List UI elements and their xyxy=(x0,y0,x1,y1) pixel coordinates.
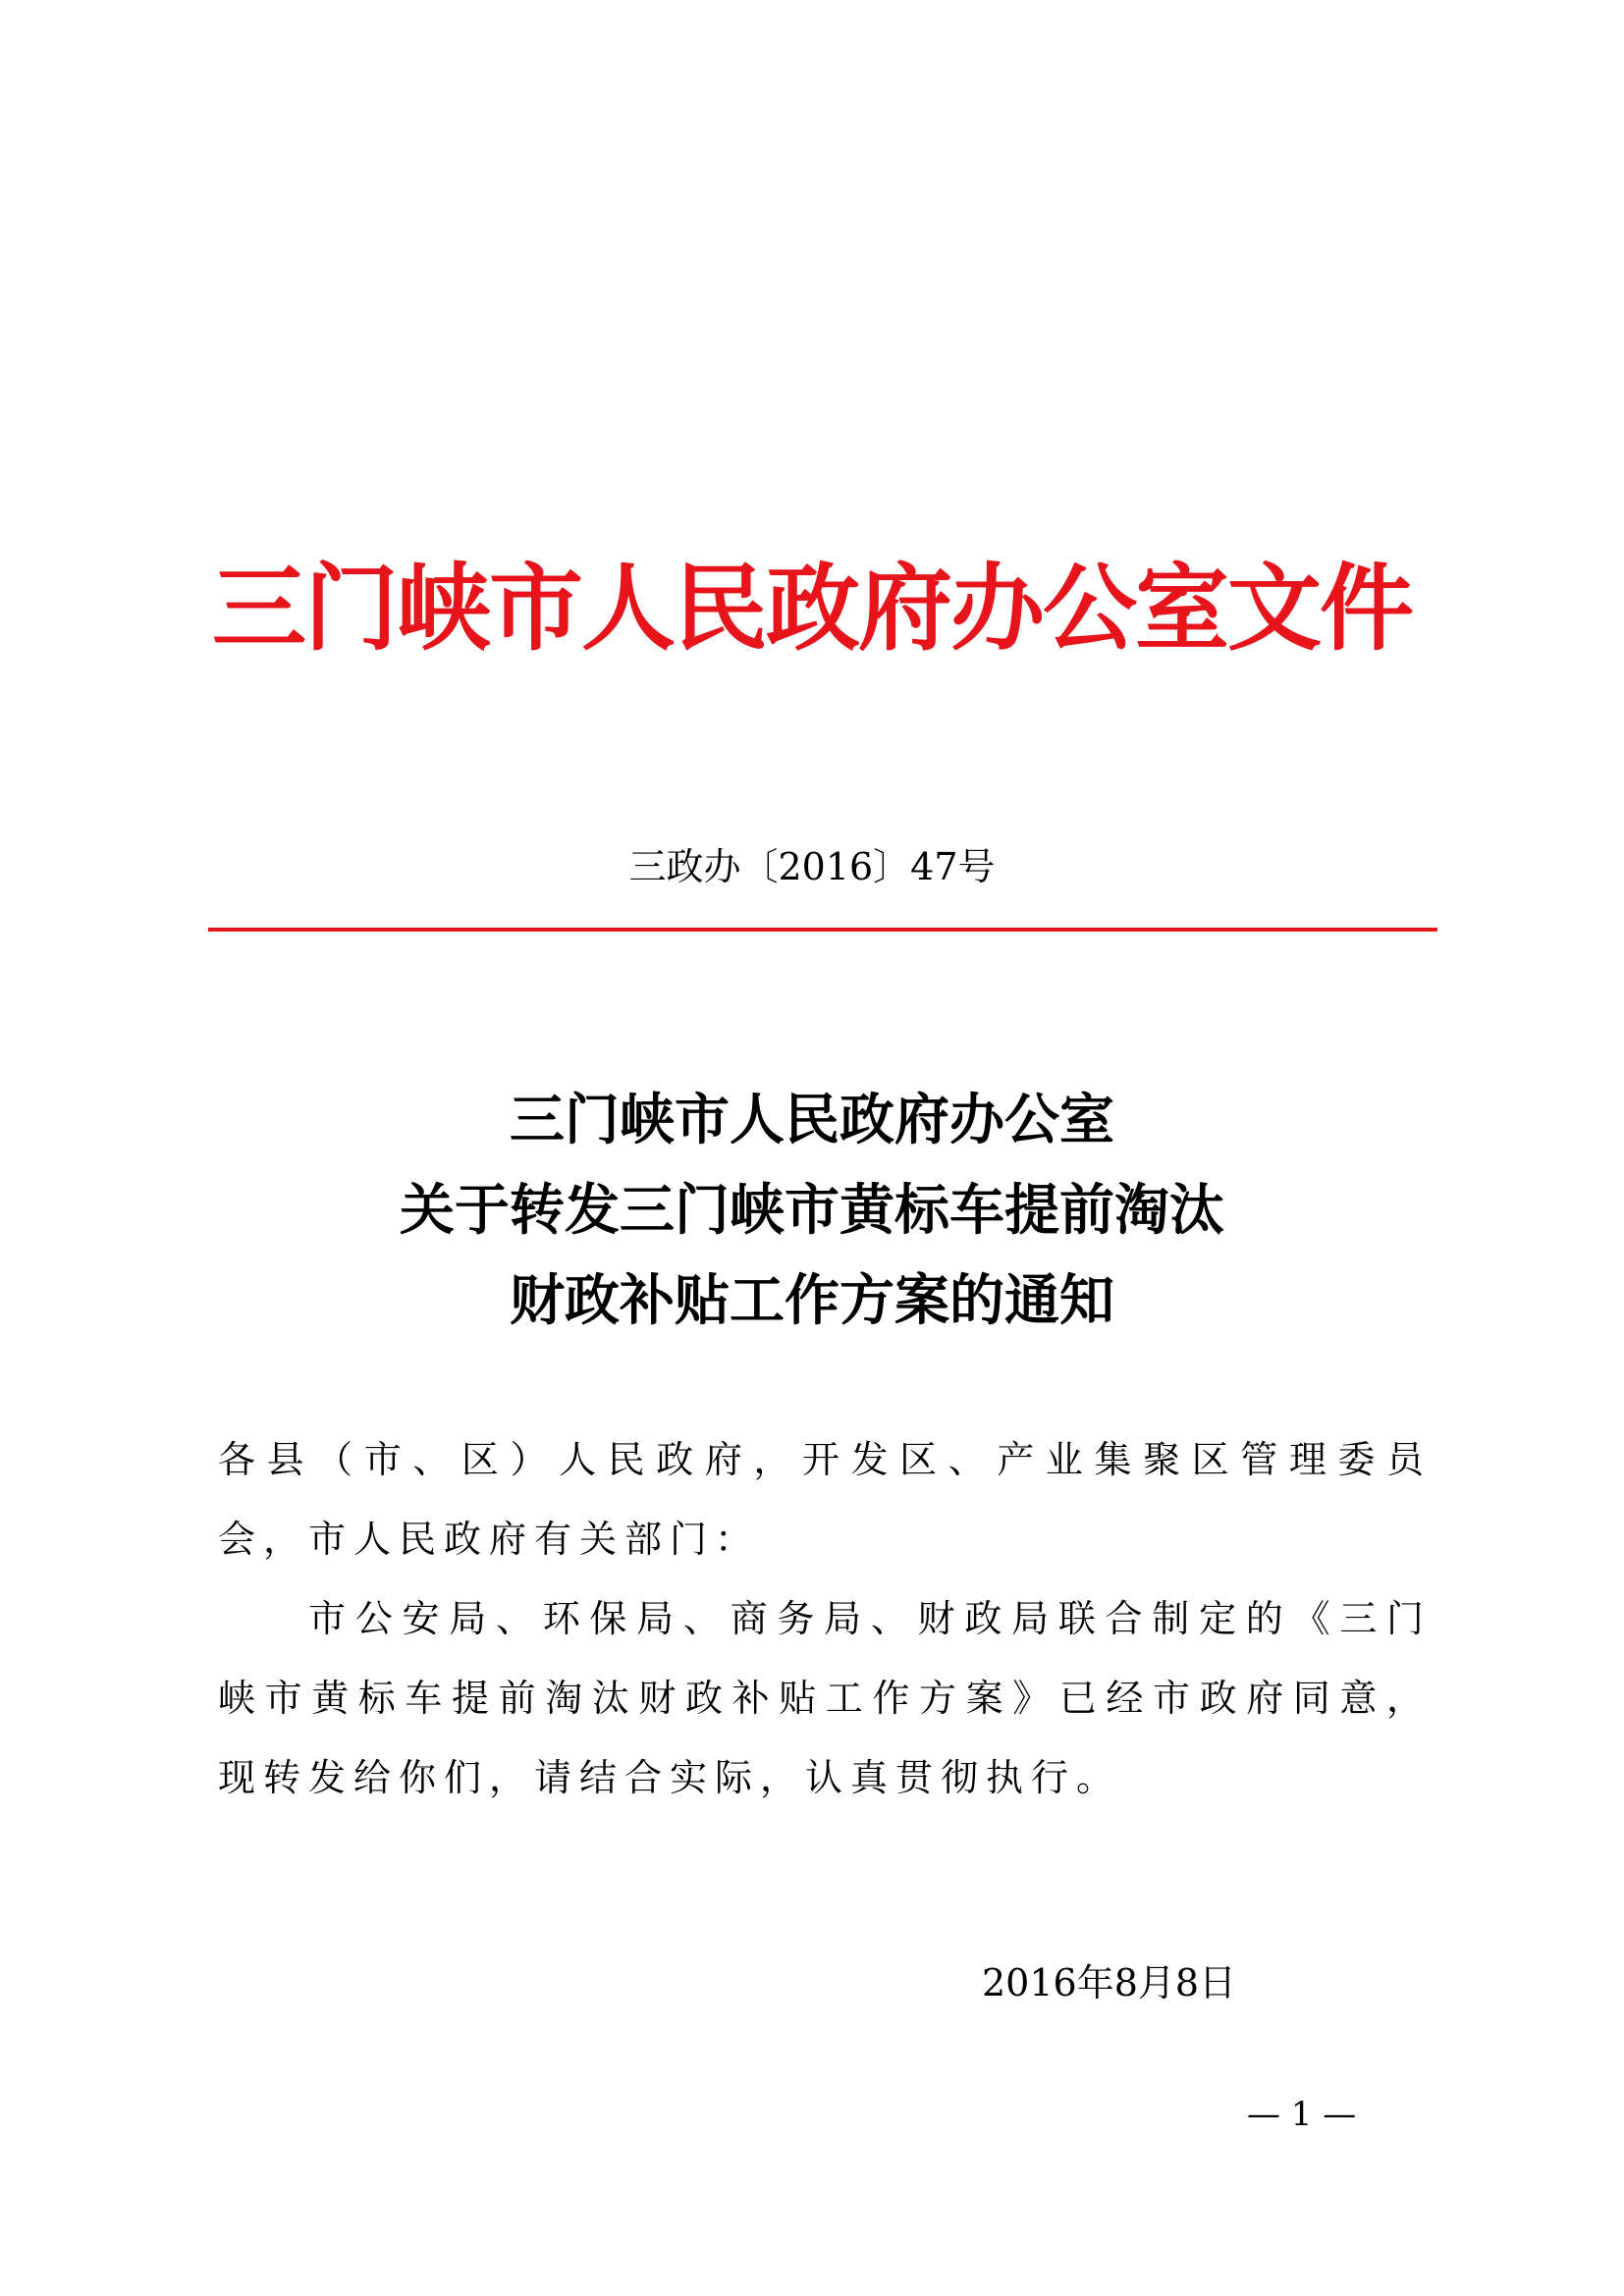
document-title xyxy=(0,1075,1624,1346)
issuer-title: 三门峡市人民政府办公室文件 xyxy=(212,553,1412,664)
page-number: — 1 — xyxy=(1247,2095,1357,2134)
document-body xyxy=(218,1420,1432,1818)
addressees: 各县（市、区）人民政府，开发区、产业集聚区管理委员会，市人民政府有关部门： xyxy=(218,1438,1432,1561)
issue-date: 2016年8月8日 xyxy=(982,1961,1237,2004)
title-line-1: 三门峡市人民政府办公室 xyxy=(510,1088,1114,1152)
red-separator-line xyxy=(208,928,1437,932)
title-line-2: 关于转发三门峡市黄标车提前淘汰 xyxy=(400,1178,1224,1243)
document-number: 三政办〔2016〕47号 xyxy=(628,845,996,888)
body-paragraph: 市公安局、环保局、商务局、财政局联合制定的《三门峡市黄标车提前淘汰财政补贴工作方案》已经市政府同意，现转发给你们，请结合实际，认真贯彻执行。 xyxy=(218,1597,1432,1799)
title-line-3: 财政补贴工作方案的通知 xyxy=(510,1268,1114,1333)
